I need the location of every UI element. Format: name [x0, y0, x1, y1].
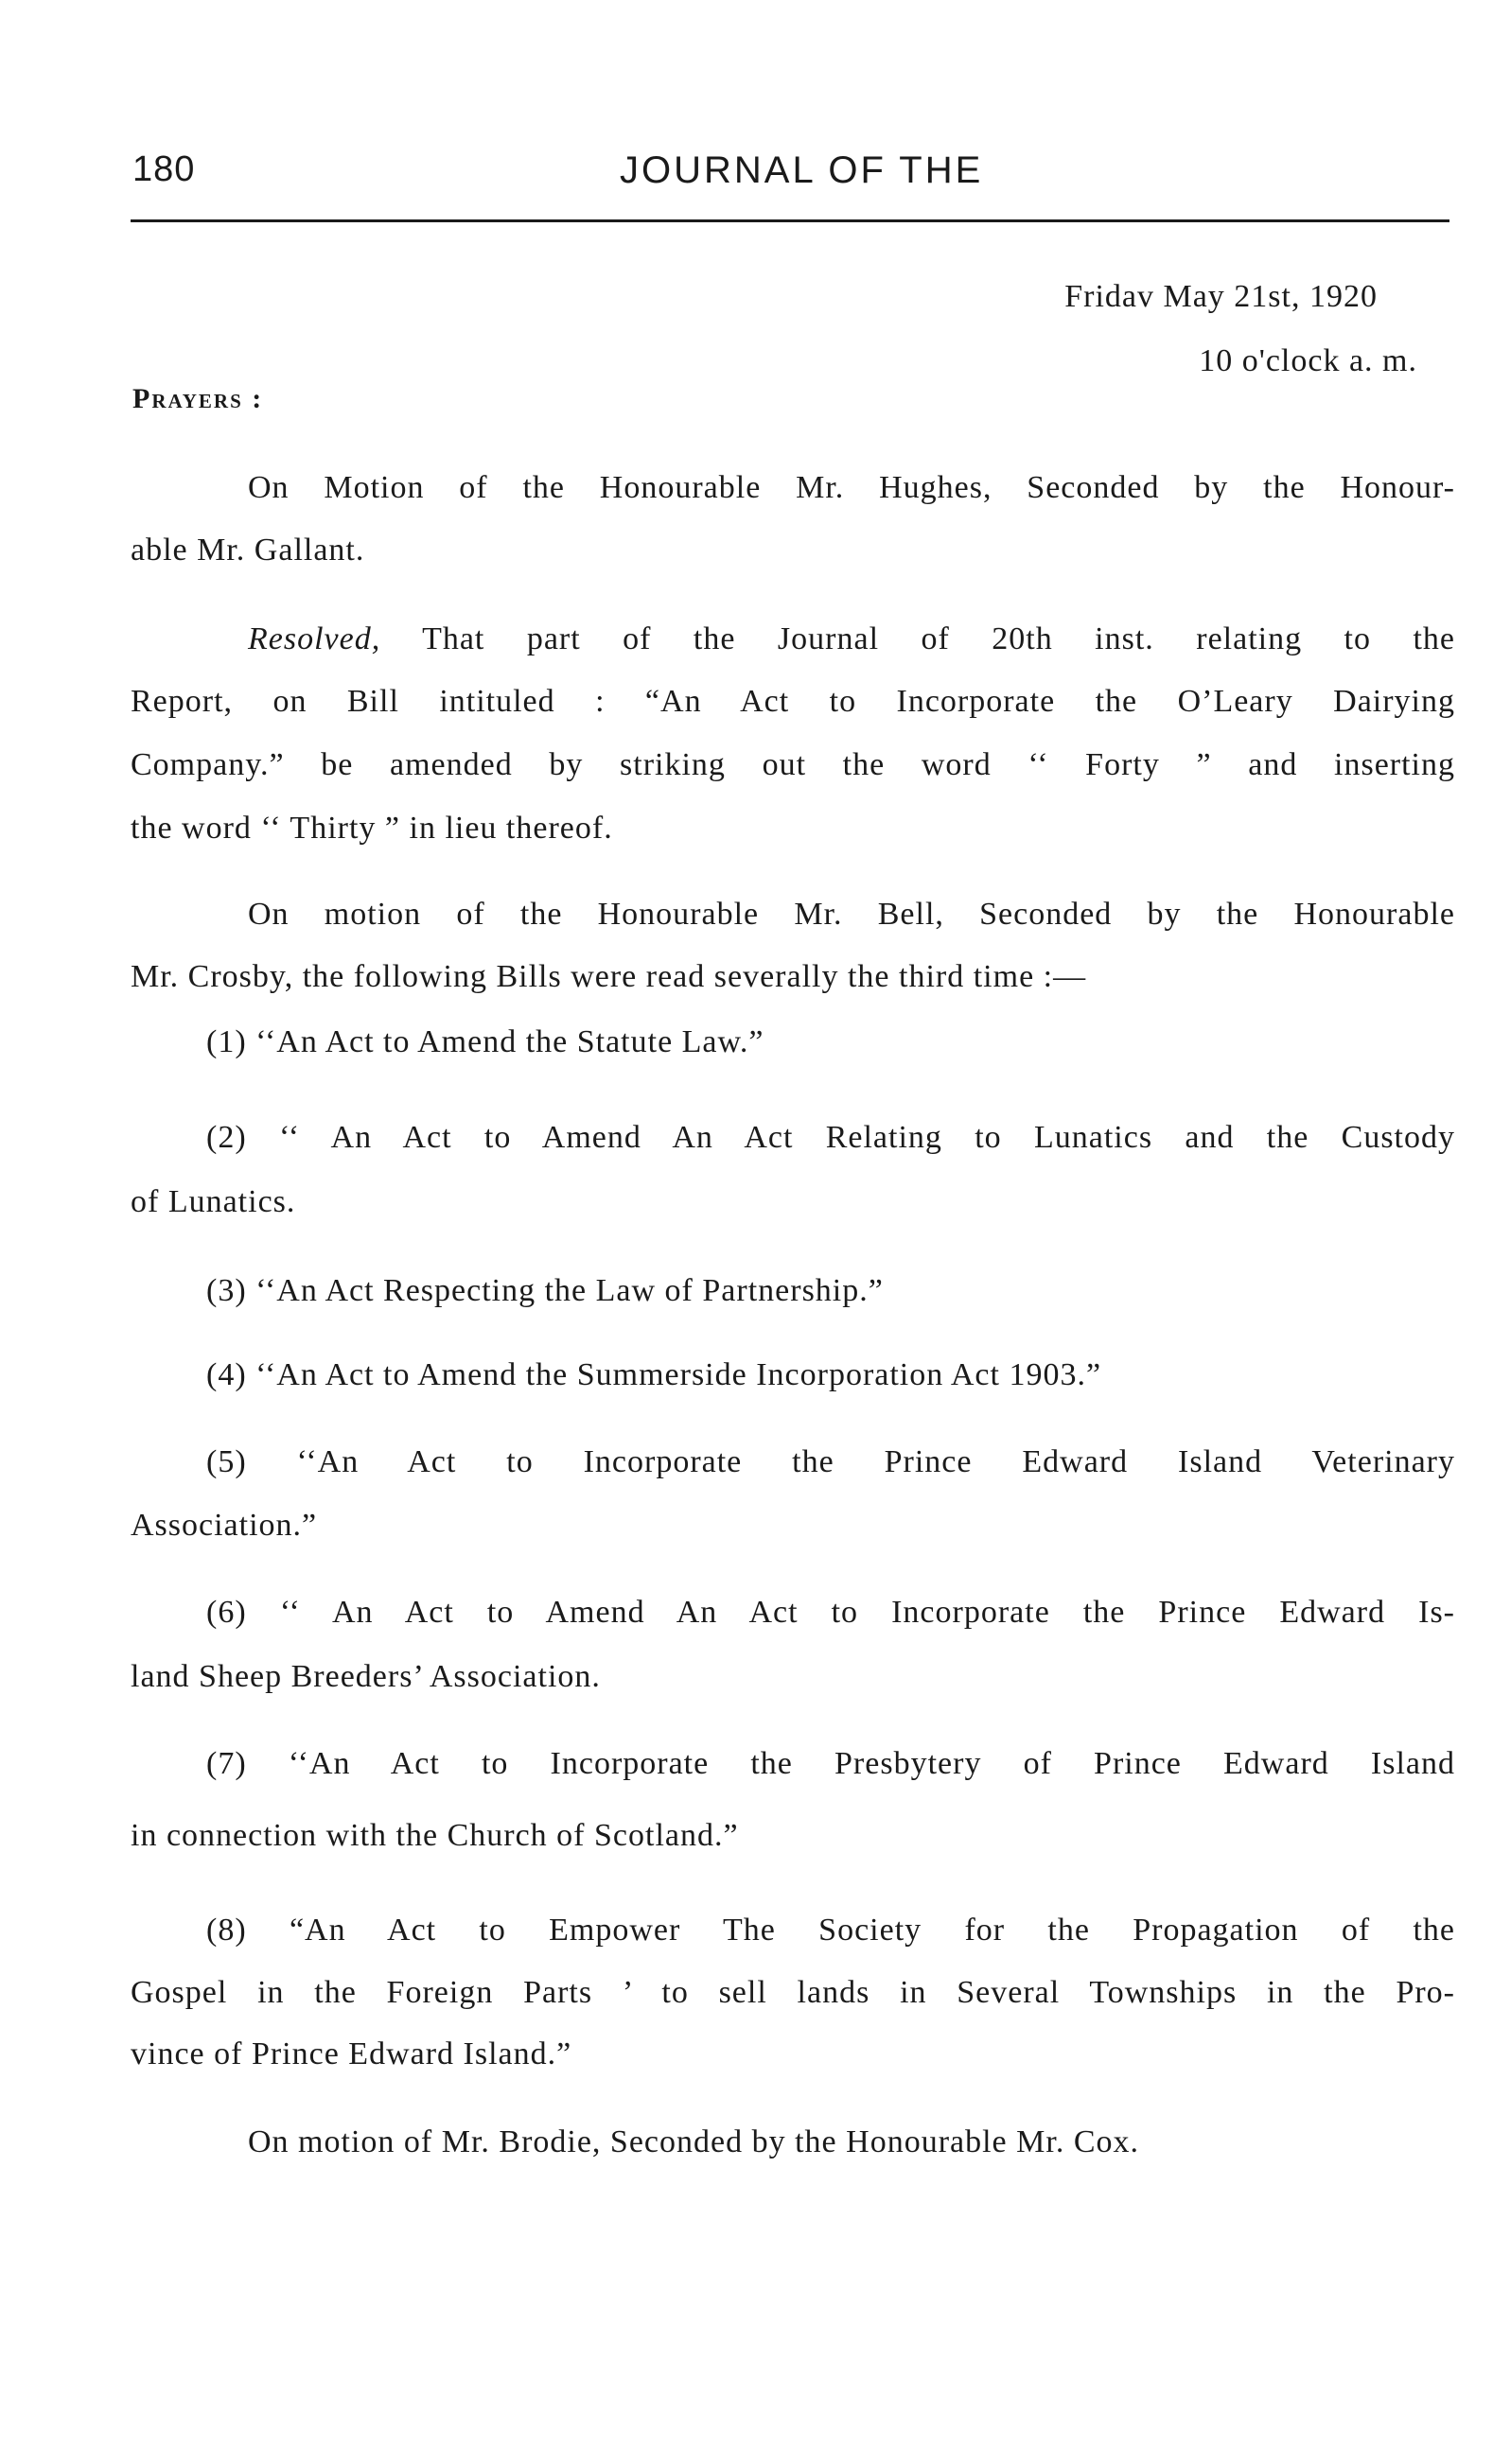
bill-5-line1: (5) ‘‘An Act to Incorporate the Prince Edward Island Veterinary: [206, 1444, 1455, 1479]
motion1-line2: able Mr. Gallant.: [131, 533, 365, 568]
bill-1: (1) ‘‘An Act to Amend the Statute Law.”: [206, 1024, 764, 1059]
motion1-line1: On Motion of the Honourable Mr. Hughes, Seconded by the Honour-: [248, 470, 1455, 505]
bill-7-line2: in connection with the Church of Scotland.”: [131, 1818, 739, 1853]
bill-4: (4) ‘‘An Act to Amend the Summerside Incorporation Act 1903.”: [206, 1357, 1102, 1392]
page-number: 180: [132, 149, 196, 189]
bill-2-line2: of Lunatics.: [131, 1184, 296, 1219]
prayers-heading: Prayers :: [132, 383, 264, 414]
bill-7-line1: (7) ‘‘An Act to Incorporate the Presbytery of Prince Edward Island: [206, 1746, 1455, 1781]
resolved-line4: the word ‘‘ Thirty ” in lieu thereof.: [131, 811, 613, 846]
bill-8-line2: Gospel in the Foreign Parts ’ to sell lands in Several Townships in the Pro-: [131, 1975, 1455, 2010]
bill-8-line1: (8) “An Act to Empower The Society for the Propagation of the: [206, 1913, 1455, 1948]
date-line: Fridav May 21st, 1920: [1064, 279, 1378, 314]
bill-6-line1: (6) ‘‘ An Act to Amend An Act to Incorporate the Prince Edward Is-: [206, 1595, 1455, 1630]
resolved-line1: [248, 621, 1455, 657]
motion2-line1: On motion of the Honourable Mr. Bell, Seconded by the Honourable: [248, 897, 1455, 932]
motion2-line2: Mr. Crosby, the following Bills were read severally the third time :—: [131, 959, 1087, 994]
resolved-line2: Report, on Bill intituled : “An Act to Incorporate the O’Leary Dairying: [131, 684, 1455, 719]
page-header-title: JOURNAL OF THE: [620, 149, 984, 191]
bill-6-line2: land Sheep Breeders’ Association.: [131, 1659, 601, 1694]
bill-5-line2: Association.”: [131, 1508, 318, 1543]
bill-8-line3: vince of Prince Edward Island.”: [131, 2036, 572, 2071]
resolved-line1-rest: That part of the Journal of 20th inst. relating to the: [380, 621, 1455, 656]
bill-3: (3) ‘‘An Act Respecting the Law of Partnership.”: [206, 1273, 884, 1308]
motion3-line: On motion of Mr. Brodie, Seconded by the Honourable Mr. Cox.: [248, 2124, 1140, 2159]
header-rule: [131, 219, 1449, 222]
time-line: 10 o'clock a. m.: [1199, 343, 1417, 378]
resolved-line3: Company.” be amended by striking out the word ‘‘ Forty ” and inserting: [131, 747, 1455, 782]
resolved-lead: Resolved,: [248, 621, 381, 656]
bill-2-line1: (2) ‘‘ An Act to Amend An Act Relating to Lunatics and the Custody: [206, 1120, 1455, 1155]
